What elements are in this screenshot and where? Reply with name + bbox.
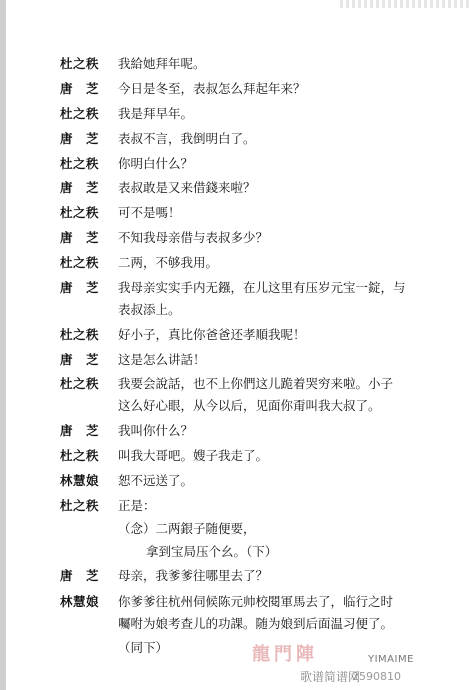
dialogue-line [0,252,469,274]
speaker-name: 唐 芝 [60,280,100,295]
dialogue-text: 二两，不够我用。 [118,255,219,270]
dialogue-text: 表叔添上。 [118,302,181,317]
dialogue-text: 表叔敢是又来借錢来啦？ [118,180,256,195]
dialogue-text: 正是： [118,498,156,513]
dialogue-line [0,227,469,249]
dialogue-line [0,153,469,175]
speaker-name: 杜之秩 [60,56,100,71]
speaker-name: 林慧娘 [60,473,100,488]
dialogue-line [0,565,469,587]
dialogue-line [0,128,469,150]
dialogue-text: 你爹爹往杭州伺候陈元帅校閱軍馬去了，临行之时 [118,594,394,609]
dialogue-line [0,591,469,613]
dialogue-text: 母亲，我爹爹往哪里去了？ [118,568,269,583]
dialogue-text: 我要会說話，也不上你們这儿跪着哭穷来啦。小子 [118,376,394,391]
dialogue-line [0,324,469,346]
dialogue-line [0,103,469,125]
verse-line-1: （念）二两銀子随便要， [118,521,256,536]
speaker-name: 唐 芝 [60,81,100,96]
dialogue-text: 你明白什么？ [118,156,194,171]
dialogue-continuation [0,613,469,635]
dialogue-line [0,78,469,100]
speaker-name: 林慧娘 [60,594,100,609]
dialogue-line [0,277,469,299]
dialogue-line [0,495,469,517]
speaker-name: 唐 芝 [60,423,100,438]
speaker-name: 杜之秩 [60,156,100,171]
dialogue-text: 囑咐为娘考查儿的功課。随为娘到后面温习便了。 [118,616,394,631]
dialogue-line [0,445,469,467]
speaker-name: 杜之秩 [60,205,100,220]
watermark-code: 2590810 [352,670,401,683]
dialogue-continuation [0,299,469,321]
dialogue-line [0,349,469,371]
speaker-name: 唐 芝 [60,568,100,583]
speaker-name: 唐 芝 [60,230,100,245]
speaker-name: 杜之秩 [60,106,100,121]
dialogue-text: 我給她拜年呢。 [118,56,206,71]
dialogue-text: 不知我母亲借与表叔多少？ [118,230,269,245]
speaker-name: 杜之秩 [60,376,100,391]
dialogue-text: 好小子，真比你爸爸还孝順我呢！ [118,327,306,342]
dialogue-line [0,202,469,224]
dialogue-text: 恕不远送了。 [118,473,194,488]
dialogue-text: 我叫你什么？ [118,423,194,438]
speaker-name: 杜之秩 [60,498,100,513]
speaker-name: 杜之秩 [60,327,100,342]
dialogue-text: 可不是嗎！ [118,205,181,220]
speaker-name: 唐 芝 [60,352,100,367]
speaker-name: 唐 芝 [60,131,100,146]
dialogue-continuation [0,395,469,417]
verse-line-2: 拿到宝局压个幺。（下） [146,544,278,559]
dialogue-line [0,177,469,199]
dialogue-line [0,420,469,442]
speaker-name: 唐 芝 [60,180,100,195]
dialogue-line [0,373,469,395]
dialogue-text: 这么好心眼，从今以后，见面你甭叫我大叔了。 [118,398,381,413]
dialogue-text: 我母亲实实手内无鏹，在儿这里有压岁元宝一錠，与 [118,280,406,295]
watermark-site: YIMAIME [368,654,414,665]
dialogue-text: 表叔不言，我倒明白了。 [118,131,256,146]
watermark-brand: 龍門陣 [252,644,318,665]
speaker-name: 杜之秩 [60,255,100,270]
scan-top-noise [340,0,469,8]
stage-direction: （同下） [118,640,169,655]
watermark-footer: 歌谱简谱网 [300,670,361,684]
dialogue-line [0,470,469,492]
dialogue-text: 今日是冬至，表叔怎么拜起年来？ [118,81,306,96]
dialogue-text: 我是拜早年。 [118,106,194,121]
dialogue-text: 这是怎么讲話！ [118,352,206,367]
dialogue-text: 叫我大哥吧。嫂子我走了。 [118,448,269,463]
speaker-name: 杜之秩 [60,448,100,463]
dialogue-line [0,53,469,75]
